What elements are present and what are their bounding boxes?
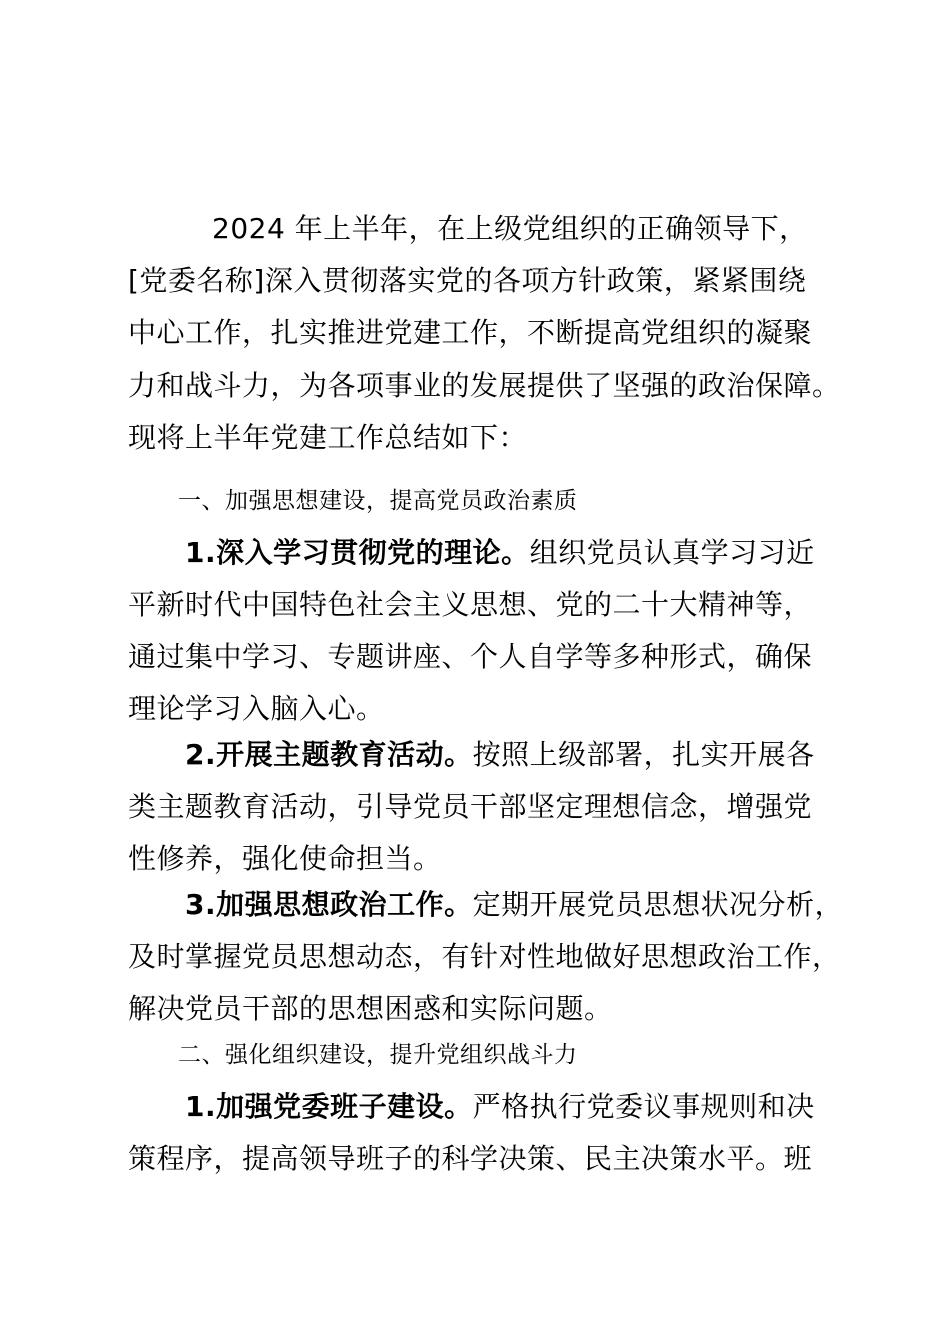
item-title: 1.深入学习贯彻党的理论。 <box>185 536 530 569</box>
item-text: 按照上级部署，扎实开展各 <box>472 738 815 771</box>
intro-line-4: 力和战斗力，为各项事业的发展提供了坚强的政治保障。 <box>128 369 841 402</box>
paragraph-2-1-line-2: 策程序，提高领导班子的科学决策、民主决策水平。班 <box>128 1142 813 1175</box>
item-text: 定期开展党员思想状况分析， <box>472 888 844 921</box>
item-title: 2.开展主题教育活动。 <box>185 738 473 771</box>
paragraph-1-3-line-2: 及时掌握党员思想动态，有针对性地做好思想政治工作， <box>128 940 841 973</box>
item-title: 3.加强思想政治工作。 <box>185 888 473 921</box>
item-text: 组织党员认真学习习近 <box>529 536 815 569</box>
intro-line-3: 中心工作，扎实推进党建工作，不断提高党组织的凝聚 <box>128 316 813 349</box>
paragraph-1-2-line-2: 类主题教育活动，引导党员干部坚定理想信念，增强党 <box>128 790 813 823</box>
item-text: 严格执行党委议事规则和决 <box>472 1090 815 1123</box>
section-heading-2: 二、强化组织建设，提升党组织战斗力 <box>178 1042 578 1068</box>
paragraph-1-2-line-3: 性修养，强化使命担当。 <box>128 842 442 875</box>
paragraph-1-1-first-line <box>185 536 815 570</box>
paragraph-1-2-first-line <box>185 738 815 772</box>
paragraph-1-1-line-4: 理论学习入脑入心。 <box>128 692 385 725</box>
paragraph-1-3-first-line <box>185 888 843 922</box>
paragraph-1-1-line-2: 平新时代中国特色社会主义思想、党的二十大精神等， <box>128 588 813 621</box>
paragraph-1-3-line-3: 解决党员干部的思想困惑和实际问题。 <box>128 992 613 1025</box>
paragraph-1-1-line-3: 通过集中学习、专题讲座、个人自学等多种形式，确保 <box>128 640 813 673</box>
item-title: 1.加强党委班子建设。 <box>185 1090 473 1123</box>
paragraph-2-1-first-line <box>185 1090 815 1124</box>
intro-line-2: [党委名称]深入贯彻落实党的各项方针政策，紧紧围绕 <box>128 264 807 297</box>
intro-line-1: 2024 年上半年，在上级党组织的正确领导下， <box>212 212 808 245</box>
intro-line-5: 现将上半年党建工作总结如下： <box>128 421 528 454</box>
section-heading-1: 一、加强思想建设，提高党员政治素质 <box>178 488 578 514</box>
